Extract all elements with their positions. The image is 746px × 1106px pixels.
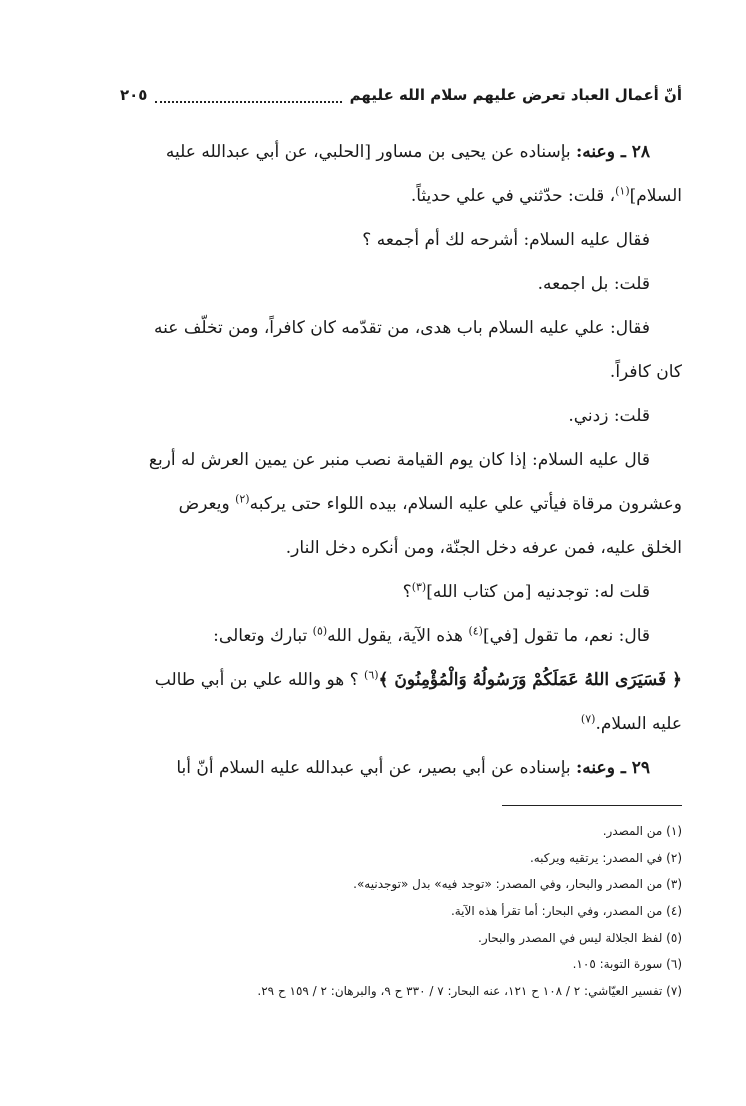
narrator-label: وعنه: (576, 758, 615, 778)
text-line: قلت: بل اجمعه. (537, 274, 650, 294)
text-line (128, 570, 682, 614)
text-span: بإسناده عن يحيى بن مساور [الحلبي، عن أبي عبدالله عليه (165, 142, 577, 162)
main-text (128, 130, 682, 790)
footnote: (٣) من المصدر والبحار، وفي المصدر: «توجد فيه» بدل «توجدنيه». (353, 877, 682, 892)
footnote: (١) من المصدر. (602, 824, 682, 838)
text-line (128, 746, 682, 790)
header-title: أنّ أعمال العباد تعرض عليهم سلام الله عليهم (349, 86, 682, 104)
footnote: (٧) تفسير العيّاشي: ٢ / ١٠٨ ح ١٢١، عنه البحار: ٧ / ٣٣٠ ح ٩، والبرهان: ٢ / ١٥٩ ح ٢٩. (257, 984, 682, 999)
text-line: قلت: زدني. (568, 406, 650, 426)
text-span: ؟ (402, 582, 412, 602)
running-header (120, 82, 682, 108)
text-span: قال: نعم، ما تقول [في] (482, 626, 650, 646)
text-line (128, 614, 682, 658)
text-span: تبارك وتعالى: (213, 626, 313, 646)
footnote: (٤) من المصدر، وفي البحار: أما تقرأ هذه الآية. (450, 904, 682, 919)
text-line: فقال: علي عليه السلام باب هدى، من تقدّمه كان كافراً، ومن تخلّف عنه (154, 318, 650, 338)
text-line (128, 482, 682, 526)
text-line (128, 658, 682, 702)
text-line: فقال عليه السلام: أشرحه لك أم أجمعه ؟ (362, 230, 650, 250)
footnote-ref: (٥) (312, 624, 328, 638)
text-span: وعشرون مرقاة فيأتي علي عليه السلام، بيده اللواء حتى يركبه (249, 494, 682, 514)
text-line (128, 174, 682, 218)
text-line (128, 130, 682, 174)
text-line: الخلق عليه، فمن عرفه دخل الجنّة، ومن أنكره دخل النار. (285, 538, 682, 558)
text-line: قال عليه السلام: إذا كان يوم القيامة نصب منبر عن يمين العرش له أربع (148, 450, 650, 470)
text-span: السلام] (629, 186, 682, 206)
footnotes (128, 818, 682, 1005)
footnote-ref: (١) (615, 184, 630, 198)
footnote: (٢) في المصدر: يرتقيه ويركبه. (529, 850, 682, 865)
text-span: هذه الآية، يقول الله (327, 626, 469, 646)
footnote-separator (502, 805, 682, 806)
footnote-ref: (٤) (468, 624, 483, 638)
footnote: (٥) لفظ الجلالة ليس في المصدر والبحار. (478, 930, 682, 945)
footnote-ref: (٦) (364, 668, 379, 682)
text-span: ويعرض (178, 494, 236, 514)
footnote-ref: (٣) (411, 580, 427, 594)
footnote-ref: (٢) (235, 492, 250, 506)
text-span: ، قلت: حدّثني في علي حديثاً. (410, 186, 616, 206)
hadith-number: ٢٩ ـ (614, 758, 650, 778)
hadith-number: ٢٨ ـ (614, 142, 650, 162)
text-line: كان كافراً. (609, 362, 682, 382)
header-leader-dots (155, 91, 341, 103)
text-span: ؟ هو والله علي بن أبي طالب (154, 670, 365, 690)
footnote-ref: (٧) (580, 712, 596, 726)
footnote: (٦) سورة التوبة: ١٠٥. (572, 957, 682, 972)
page-number: ٢٠٥ (120, 86, 148, 104)
text-span: عليه السلام. (595, 714, 682, 734)
text-span: قلت له: توجدنيه [من كتاب الله] (426, 582, 650, 602)
quran-verse: ﴿ فَسَيَرَى اللهُ عَمَلَكُمْ وَرَسُولُهُ وَالْمُؤْمِنُونَ ﴾ (378, 670, 682, 690)
narrator-label: وعنه: (576, 142, 615, 162)
text-line (128, 702, 682, 746)
text-span: بإسناده عن أبي بصير، عن أبي عبدالله عليه السلام أنّ أبا (176, 758, 577, 778)
